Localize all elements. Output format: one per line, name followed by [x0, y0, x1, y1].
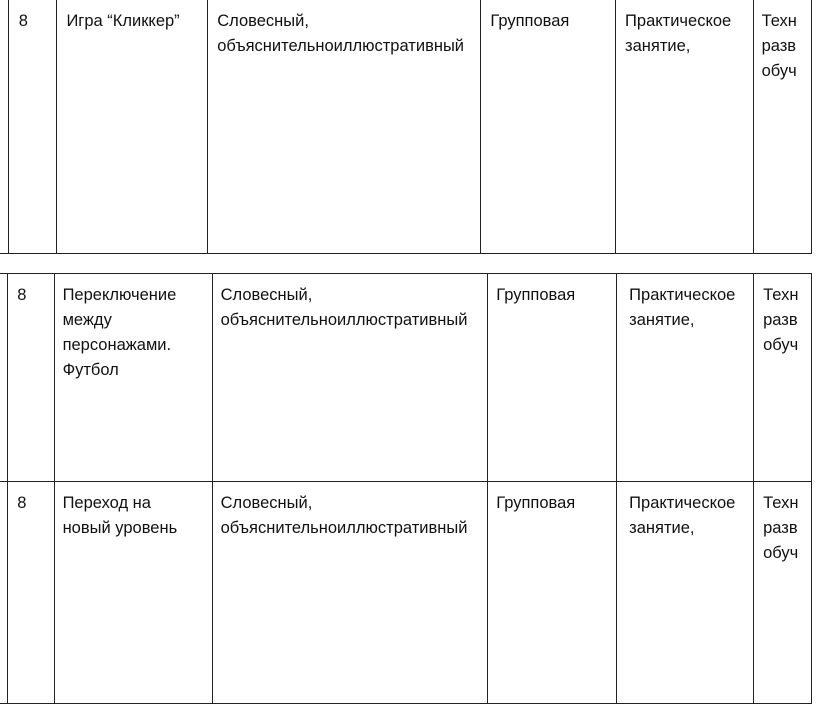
lesson-hours: 8	[17, 286, 27, 304]
lesson-form-cell: Групповая	[481, 0, 616, 254]
lesson-technology-cell: Техн разв обуч	[753, 0, 811, 254]
lesson-topic-cell: Игра “Кликкер”	[57, 0, 208, 254]
lesson-table-top	[0, 0, 812, 254]
lesson-method-cell: Словесный, объяснительноиллюстративный	[208, 0, 481, 254]
left-edge-cell	[0, 274, 8, 482]
lesson-topic-cell: Переход на новый уровень	[54, 482, 212, 704]
lesson-technology-cell: Техн разв обуч	[754, 482, 812, 704]
lesson-technology-cell: Техн разв обуч	[754, 274, 812, 482]
lesson-method-cell: Словесный, объяснительноиллюстративный	[212, 482, 488, 704]
lesson-type-cell: Практическое занятие,	[617, 274, 754, 482]
table-row	[0, 482, 812, 704]
lesson-form-cell: Групповая	[488, 274, 617, 482]
lesson-table-bottom	[0, 273, 812, 704]
lesson-hours-cell	[8, 274, 54, 482]
lesson-topic-cell: Переключение между персонажами. Футбол	[54, 274, 212, 482]
left-edge-cell	[0, 0, 8, 254]
lesson-type-cell: Практическое занятие,	[616, 0, 754, 254]
left-edge-cell	[0, 482, 8, 704]
table-row	[0, 0, 812, 254]
lesson-hours: 8	[18, 12, 28, 30]
lesson-type-cell: Практическое занятие,	[617, 482, 754, 704]
lesson-hours-cell	[8, 0, 57, 254]
table-row	[0, 274, 812, 482]
lesson-method-cell: Словесный, объяснительноиллюстративный	[212, 274, 488, 482]
lesson-hours-cell	[8, 482, 54, 704]
lesson-hours: 8	[17, 494, 27, 512]
lesson-form-cell: Групповая	[488, 482, 617, 704]
